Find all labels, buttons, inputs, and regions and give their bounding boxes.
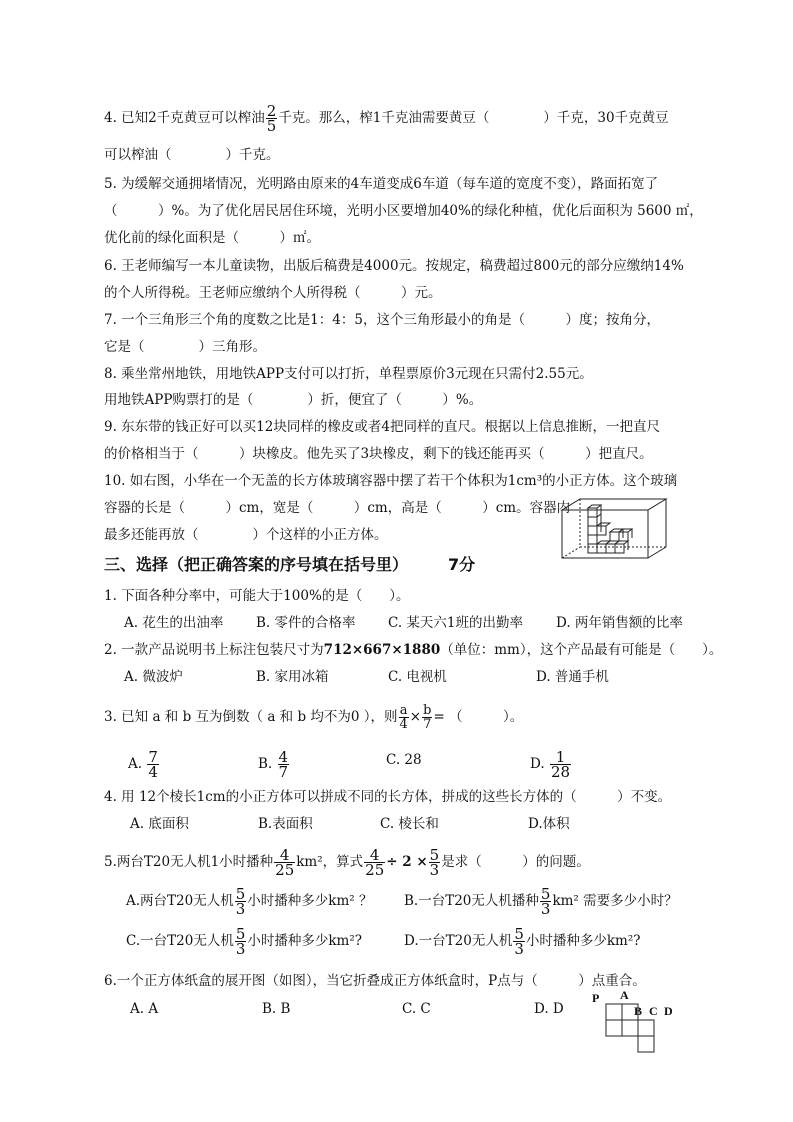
q6-line1: 6. 王老师编写一本儿童读物，出版后稿费是4000元。按规定，稿费超过800元的部分应缴纳14% — [104, 258, 684, 274]
section3-score: 7分 — [448, 555, 476, 574]
q5-line1: 5. 为缓解交通拥堵情况，光明路由原来的4车道变成6车道（每车道的宽度不变），路面拓宽了 — [104, 176, 659, 192]
c6-question: 6.一个正方体纸盒的展开图（如图），当它折叠成正方体纸盒时，P点与（ ）点重合。 — [104, 973, 646, 989]
c6-option-b: B. B — [262, 1001, 291, 1017]
net-label-p: P — [592, 991, 600, 1005]
c2-question: 2. 一款产品说明书上标注包装尺寸为712×667×1880（单位：mm），这个产品最有可能是（ ）。 — [104, 642, 723, 658]
q8-line1: 8. 乘坐常州地铁，用地铁APP支付可以打折，单程票原价3元现在只需付2.55元。 — [104, 366, 593, 382]
q5-line2: （ ）%。为了优化居民居住环境，光明小区要增加40%的绿化种植，优化后面积为 5600 ㎡， — [104, 203, 703, 219]
c4-option-d: D.体积 — [528, 816, 570, 832]
q7-line2: 它是（ ）三角形。 — [104, 339, 266, 355]
q8-line2: 用地铁APP购票打的是（ ）折，便宜了（ ）%。 — [104, 392, 483, 408]
q5-line3: 优化前的绿化面积是（ ）㎡。 — [104, 230, 320, 246]
net-label-c: C — [649, 1004, 658, 1018]
c2-option-a: A. 微波炉 — [124, 669, 183, 685]
c4-option-a: A. 底面积 — [130, 816, 189, 832]
section3-title: 三、选择（把正确答案的序号填在括号里） — [104, 555, 409, 574]
net-label-d: D — [664, 1004, 673, 1018]
q6-line2: 的个人所得税。王老师应缴纳个人所得税（ ）元。 — [104, 285, 442, 301]
c2-option-c: C. 电视机 — [388, 669, 447, 685]
c5-question: 5.两台T20无人机1小时播种 $\frac{4}{25}$ km²，算式 $\frac{4}{25}$ ÷ 2 × $\frac{5}{3}$ 是求（ ）的问题。 — [104, 846, 590, 879]
q9-line2: 的价格相当于（ ）块橡皮。他先买了3块橡皮，剩下的钱还能再买（ ）把直尺。 — [104, 446, 653, 462]
c5-option-c: C.一台T20无人机 $\frac{5}{3}$ 小时播种多少km²? — [126, 925, 363, 958]
c2-option-d: D. 普通手机 — [536, 669, 609, 685]
c1-option-c: C. 某天六1班的出勤率 — [388, 615, 524, 631]
c3-question: 3. 已知 a 和 b 互为倒数（ a 和 b 均不为0 ），则 $\frac{a}{4}$ × $\frac{b}{7}$ = （ ）。 — [104, 703, 524, 732]
q4-line2: 可以榨油（ ）千克。 — [104, 147, 280, 163]
c5-option-d: D.一台T20无人机 $\frac{5}{3}$ 小时播种多少km²? — [404, 925, 641, 958]
c3-frac-b7: $\frac{b}{7}$ — [423, 703, 432, 732]
net-label-b: B — [634, 1004, 643, 1018]
cube-net-figure — [590, 988, 680, 1054]
q4-text-b: 千克。那么，榨1千克油需要黄豆（ ）千克，30千克黄豆 — [278, 110, 669, 126]
q4-line1 — [104, 104, 669, 133]
q4-fraction: $\frac{2}{5}$ — [266, 102, 277, 135]
c6-option-c: C. C — [402, 1001, 431, 1017]
q10-line2: 容器的长是（ ）cm，宽是（ ）cm，高是（ ）cm。容器内 — [104, 500, 571, 516]
c2-dimensions: 712×667×1880 — [323, 642, 441, 658]
c6-option-d: D. D — [534, 1001, 564, 1017]
c1-option-b: B. 零件的合格率 — [256, 615, 356, 631]
c5-option-b: B.一台T20无人机播种 $\frac{5}{3}$ km² 需要多少小时？ — [404, 885, 678, 918]
c5-option-a: A.两台T20无人机 $\frac{5}{3}$ 小时播种多少km² ？ — [126, 885, 373, 918]
glass-container-figure — [558, 496, 670, 562]
q9-line1: 9. 东东带的钱正好可以买12块同样的橡皮或者4把同样的直尺。根据以上信息推断，一把直尺 — [104, 419, 660, 435]
c3-option-c: C. 28 — [386, 752, 422, 768]
q10-line3: 最多还能再放（ ）个这样的小正方体。 — [104, 527, 388, 543]
c4-option-b: B.表面积 — [258, 816, 313, 832]
q10-line1: 10. 如右图，小华在一个无盖的长方体玻璃容器中摆了若干个体积为1cm³的小正方体。这个玻璃 — [104, 473, 678, 489]
c3-frac-a4: $\frac{a}{4}$ — [399, 703, 408, 732]
c2-option-b: B. 家用冰箱 — [256, 669, 329, 685]
c6-option-a: A. A — [130, 1001, 159, 1017]
c1-option-a: A. 花生的出油率 — [124, 615, 224, 631]
section3-heading — [104, 555, 475, 575]
c3-option-d: D. $\frac{1}{28}$ — [530, 748, 571, 781]
c3-option-a: A. $\frac{7}{4}$ — [128, 748, 158, 781]
c4-question: 4. 用 12个棱长1cm的小正方体可以拼成不同的长方体，拼成的这些长方体的（ ）不变。 — [104, 789, 672, 805]
c3-option-b: B. $\frac{4}{7}$ — [258, 748, 289, 781]
c1-question: 1. 下面各种分率中，可能大于100%的是（ ）。 — [104, 588, 410, 604]
q7-line1: 7. 一个三角形三个角的度数之比是1：4：5，这个三角形最小的角是（ ）度；按角分， — [104, 312, 660, 328]
c4-option-c: C. 棱长和 — [380, 816, 439, 832]
q4-text-a: 4. 已知2千克黄豆可以榨油 — [104, 110, 265, 126]
c1-option-d: D. 两年销售额的比率 — [556, 615, 683, 631]
net-label-a: A — [620, 988, 629, 1002]
